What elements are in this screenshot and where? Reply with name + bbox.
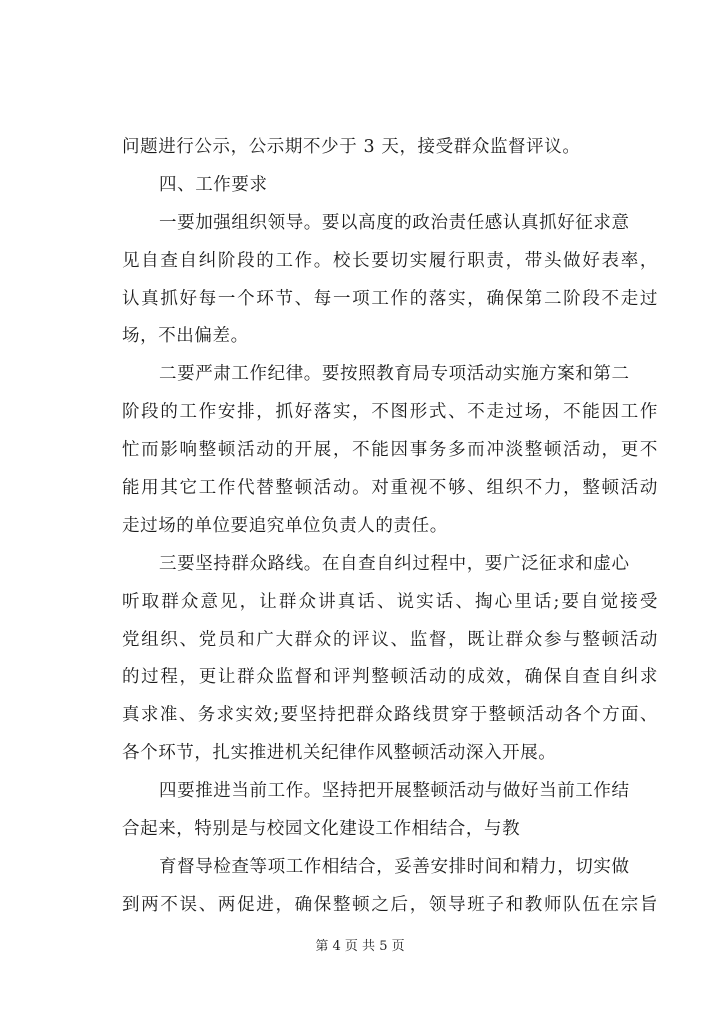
body-line: 合起来，特别是与校园文化建设工作相结合，与教 [122, 819, 521, 839]
body-line: 育督导检查等项工作相结合，妥善安排时间和精力，切实做 [159, 857, 630, 877]
body-line: 真求准、务求实效;要坚持把群众路线贯穿于整顿活动各个方面、 [122, 705, 658, 725]
page-number-footer: 第 4 页 共 5 页 [315, 939, 405, 954]
body-line: 三要坚持群众路线。在自查自纠过程中，要广泛征求和虚心 [159, 554, 630, 574]
body-line: 忙而影响整顿活动的开展，不能因事务多而冲淡整顿活动，更不 [122, 440, 658, 460]
body-line: 的过程，更让群众监督和评判整顿活动的成效，确保自查自纠求 [122, 667, 658, 687]
body-line: 一要加强组织领导。要以高度的政治责任感认真抓好征求意 [159, 213, 630, 233]
body-line: 问题进行公示，公示期不少于 3 天，接受群众监督评议。 [122, 137, 581, 157]
section-heading: 四、工作要求 [159, 175, 268, 195]
body-line: 阶段的工作安排，抓好落实，不图形式、不走过场，不能因工作 [122, 402, 658, 422]
body-line: 能用其它工作代替整顿活动。对重视不够、组织不力，整顿活动 [122, 478, 658, 498]
body-line: 走过场的单位要追究单位负责人的责任。 [122, 516, 448, 536]
body-line: 各个环节，扎实推进机关纪律作风整顿活动深入开展。 [122, 743, 557, 763]
body-line: 见自查自纠阶段的工作。校长要切实履行职责，带头做好表率， [122, 251, 658, 271]
body-line: 四要推进当前工作。坚持把开展整顿活动与做好当前工作结 [159, 781, 630, 801]
body-line: 认真抓好每一个环节、每一项工作的落实，确保第二阶段不走过 [122, 289, 658, 309]
body-line: 党组织、党员和广大群众的评议、监督，既让群众参与整顿活动 [122, 630, 658, 650]
body-line: 听取群众意见，让群众讲真话、说实话、掏心里话;要自觉接受 [122, 592, 658, 612]
body-line: 到两不误、两促进，确保整顿之后，领导班子和教师队伍在宗旨 [122, 895, 658, 915]
body-line: 二要严肃工作纪律。要按照教育局专项活动实施方案和第二 [159, 364, 630, 384]
body-line: 场，不出偏差。 [122, 326, 249, 346]
